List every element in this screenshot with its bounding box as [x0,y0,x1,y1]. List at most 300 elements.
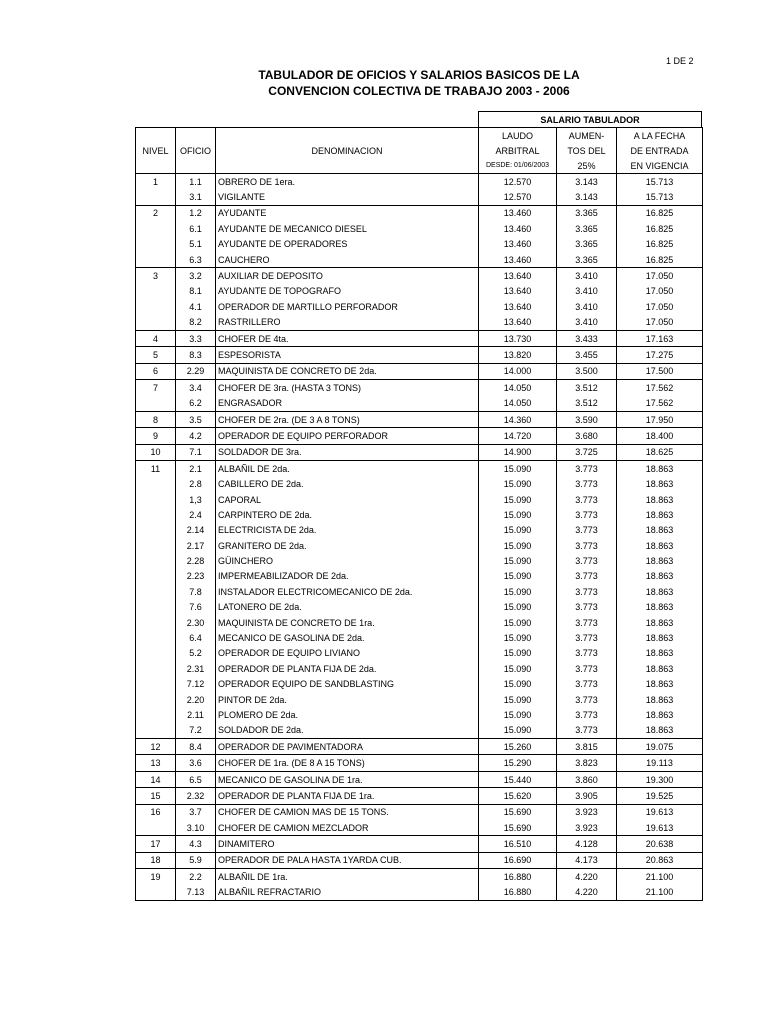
laudo-cell: 14.360 [479,411,557,427]
table-row [136,299,703,314]
laudo-cell: 15.690 [479,820,557,836]
vigencia-cell: 15.713 [617,174,703,190]
laudo-cell: 15.090 [479,615,557,630]
nivel-cell [136,661,176,676]
nivel-cell: 5 [136,347,176,363]
aumento-cell: 3.590 [557,411,617,427]
nivel-cell: 10 [136,444,176,460]
denominacion-cell: OPERADOR EQUIPO DE SANDBLASTING [216,677,479,692]
nivel-cell [136,692,176,707]
table-row [136,205,703,221]
aumento-cell: 3.455 [557,347,617,363]
table-row [136,569,703,584]
header-laudo-3: DESDE: 01/06/2003 [479,158,557,174]
nivel-cell: 6 [136,363,176,379]
laudo-cell: 15.090 [479,584,557,599]
nivel-cell: 14 [136,771,176,787]
aumento-cell: 3.773 [557,584,617,599]
denominacion-cell: CHOFER DE CAMION MEZCLADOR [216,820,479,836]
oficio-cell: 3.6 [176,755,216,771]
vigencia-cell: 19.075 [617,739,703,755]
aumento-cell: 3.512 [557,380,617,396]
aumento-cell: 3.773 [557,677,617,692]
oficio-cell: 6.1 [176,221,216,236]
aumento-cell: 4.220 [557,869,617,885]
vigencia-cell: 18.863 [617,646,703,661]
vigencia-cell: 17.500 [617,363,703,379]
vigencia-cell: 18.400 [617,428,703,444]
denominacion-cell: ALBAÑIL DE 1ra. [216,869,479,885]
laudo-cell: 15.090 [479,461,557,477]
oficio-cell: 8.1 [176,284,216,299]
nivel-cell: 3 [136,268,176,284]
nivel-cell [136,885,176,901]
laudo-cell: 15.090 [479,707,557,722]
nivel-cell [136,284,176,299]
oficio-cell: 1,3 [176,492,216,507]
oficio-cell: 2.11 [176,707,216,722]
table-row [136,315,703,331]
vigencia-cell: 17.050 [617,268,703,284]
laudo-cell: 15.090 [479,600,557,615]
aumento-cell: 3.500 [557,363,617,379]
laudo-cell: 15.090 [479,553,557,568]
header-aumento-3: 25% [557,158,617,174]
oficio-cell: 6.2 [176,395,216,411]
denominacion-cell: OPERADOR DE PAVIMENTADORA [216,739,479,755]
laudo-cell: 15.620 [479,788,557,804]
denominacion-cell: CHOFER DE 3ra. (HASTA 3 TONS) [216,380,479,396]
vigencia-cell: 21.100 [617,885,703,901]
aumento-cell: 3.773 [557,492,617,507]
salario-tabulador-header: SALARIO TABULADOR [478,111,702,128]
header-laudo-1: LAUDO [479,128,557,144]
denominacion-cell: AYUDANTE DE TOPOGRAFO [216,284,479,299]
laudo-cell: 14.900 [479,444,557,460]
denominacion-cell: AUXILIAR DE DEPOSITO [216,268,479,284]
header-oficio-bottom [176,158,216,174]
aumento-cell: 3.773 [557,646,617,661]
laudo-cell: 15.090 [479,677,557,692]
oficio-cell: 7.6 [176,600,216,615]
header-aumento-1: AUMEN- [557,128,617,144]
nivel-cell: 19 [136,869,176,885]
aumento-cell: 3.773 [557,523,617,538]
denominacion-cell: ESPESORISTA [216,347,479,363]
denominacion-cell: ALBAÑIL DE 2da. [216,461,479,477]
laudo-cell: 15.090 [479,538,557,553]
aumento-cell: 3.773 [557,707,617,722]
aumento-cell: 3.860 [557,771,617,787]
vigencia-cell: 18.863 [617,476,703,491]
vigencia-cell: 16.825 [617,205,703,221]
salary-table [135,127,703,901]
oficio-cell: 2.30 [176,615,216,630]
nivel-cell [136,553,176,568]
denominacion-cell: CHOFER DE CAMION MAS DE 15 TONS. [216,804,479,820]
header-denominacion: DENOMINACION [216,143,479,158]
vigencia-cell: 17.562 [617,395,703,411]
title-line-2: CONVENCION COLECTIVA DE TRABAJO 2003 - 2006 [268,84,570,98]
aumento-cell: 3.773 [557,661,617,676]
oficio-cell: 8.2 [176,315,216,331]
denominacion-cell: LATONERO DE 2da. [216,600,479,615]
oficio-cell: 5.2 [176,646,216,661]
oficio-cell: 2.28 [176,553,216,568]
vigencia-cell: 19.613 [617,820,703,836]
table-row [136,268,703,284]
denominacion-cell: CAUCHERO [216,252,479,268]
denominacion-cell: SOLDADOR DE 2da. [216,723,479,739]
table-row [136,885,703,901]
vigencia-cell: 16.825 [617,221,703,236]
denominacion-cell: OPERADOR DE EQUIPO PERFORADOR [216,428,479,444]
table-row [136,646,703,661]
table-row [136,411,703,427]
denominacion-cell: DINAMITERO [216,836,479,852]
oficio-cell: 1.2 [176,205,216,221]
nivel-cell [136,315,176,331]
table-row [136,380,703,396]
oficio-cell: 8.4 [176,739,216,755]
vigencia-cell: 18.863 [617,677,703,692]
header-aumento-2: TOS DEL [557,143,617,158]
oficio-cell: 7.13 [176,885,216,901]
denominacion-cell: OBRERO DE 1era. [216,174,479,190]
oficio-cell: 3.3 [176,330,216,346]
nivel-cell [136,569,176,584]
denominacion-cell: INSTALADOR ELECTRICOMECANICO DE 2da. [216,584,479,599]
table-row [136,507,703,522]
nivel-cell: 4 [136,330,176,346]
oficio-cell: 2.14 [176,523,216,538]
header-nivel-top [136,128,176,144]
nivel-cell [136,600,176,615]
laudo-cell: 14.720 [479,428,557,444]
aumento-cell: 3.143 [557,174,617,190]
oficio-cell: 6.4 [176,630,216,645]
denominacion-cell: AYUDANTE DE MECANICO DIESEL [216,221,479,236]
vigencia-cell: 18.625 [617,444,703,460]
denominacion-cell: SOLDADOR DE 3ra. [216,444,479,460]
denominacion-cell: RASTRILLERO [216,315,479,331]
aumento-cell: 3.365 [557,221,617,236]
aumento-cell: 3.410 [557,299,617,314]
denominacion-cell: ENGRASADOR [216,395,479,411]
laudo-cell: 12.570 [479,174,557,190]
nivel-cell [136,584,176,599]
table-row [136,523,703,538]
aumento-cell: 3.143 [557,189,617,205]
table-row [136,553,703,568]
oficio-cell: 5.1 [176,237,216,252]
table-row [136,630,703,645]
laudo-cell: 16.880 [479,869,557,885]
denominacion-cell: OPERADOR DE PLANTA FIJA DE 2da. [216,661,479,676]
vigencia-cell: 18.863 [617,600,703,615]
denominacion-cell: MECANICO DE GASOLINA DE 1ra. [216,771,479,787]
oficio-cell: 2.32 [176,788,216,804]
table-row [136,869,703,885]
oficio-cell: 2.29 [176,363,216,379]
oficio-cell: 2.17 [176,538,216,553]
denominacion-cell: VIGILANTE [216,189,479,205]
vigencia-cell: 18.863 [617,569,703,584]
aumento-cell: 3.365 [557,237,617,252]
table-row [136,836,703,852]
laudo-cell: 13.640 [479,268,557,284]
nivel-cell: 15 [136,788,176,804]
denominacion-cell: OPERADOR DE MARTILLO PERFORADOR [216,299,479,314]
vigencia-cell: 18.863 [617,507,703,522]
vigencia-cell: 18.863 [617,661,703,676]
table-row [136,600,703,615]
table-row [136,476,703,491]
denominacion-cell: AYUDANTE DE OPERADORES [216,237,479,252]
denominacion-cell: OPERADOR DE PALA HASTA 1YARDA CUB. [216,852,479,868]
table-row [136,252,703,268]
table-row [136,755,703,771]
laudo-cell: 15.690 [479,804,557,820]
table-row [136,692,703,707]
oficio-cell: 7.2 [176,723,216,739]
oficio-cell: 5.9 [176,852,216,868]
table-row [136,363,703,379]
oficio-cell: 2.2 [176,869,216,885]
aumento-cell: 3.773 [557,569,617,584]
nivel-cell [136,615,176,630]
nivel-cell: 1 [136,174,176,190]
oficio-cell: 3.10 [176,820,216,836]
page-number: 1 DE 2 [666,56,694,66]
table-row [136,461,703,477]
header-laudo-2: ARBITRAL [479,143,557,158]
nivel-cell [136,630,176,645]
vigencia-cell: 18.863 [617,692,703,707]
table-row [136,330,703,346]
oficio-cell: 1.1 [176,174,216,190]
title-line-1: TABULADOR DE OFICIOS Y SALARIOS BASICOS DE LA [258,68,580,82]
denominacion-cell: MAQUINISTA DE CONCRETO DE 2da. [216,363,479,379]
header-nivel-bottom [136,158,176,174]
laudo-cell: 15.090 [479,723,557,739]
header-fecha-3: EN VIGENCIA [617,158,703,174]
laudo-cell: 15.090 [479,646,557,661]
header-fecha-2: DE ENTRADA [617,143,703,158]
aumento-cell: 3.773 [557,615,617,630]
table-row [136,444,703,460]
vigencia-cell: 19.113 [617,755,703,771]
header-denominacion-bottom [216,158,479,174]
laudo-cell: 15.090 [479,692,557,707]
aumento-cell: 3.725 [557,444,617,460]
vigencia-cell: 15.713 [617,189,703,205]
nivel-cell: 13 [136,755,176,771]
nivel-cell: 9 [136,428,176,444]
aumento-cell: 3.905 [557,788,617,804]
laudo-cell: 13.640 [479,299,557,314]
table-row [136,189,703,205]
nivel-cell: 12 [136,739,176,755]
vigencia-cell: 18.863 [617,584,703,599]
aumento-cell: 3.773 [557,538,617,553]
nivel-cell [136,523,176,538]
vigencia-cell: 20.638 [617,836,703,852]
vigencia-cell: 17.275 [617,347,703,363]
nivel-cell [136,189,176,205]
aumento-cell: 3.410 [557,315,617,331]
laudo-cell: 13.640 [479,284,557,299]
oficio-cell: 3.4 [176,380,216,396]
nivel-cell: 16 [136,804,176,820]
denominacion-cell: CHOFER DE 1ra. (DE 8 A 15 TONS) [216,755,479,771]
nivel-cell [136,507,176,522]
laudo-cell: 13.640 [479,315,557,331]
oficio-cell: 3.2 [176,268,216,284]
denominacion-cell: CHOFER DE 2ra. (DE 3 A 8 TONS) [216,411,479,427]
laudo-cell: 16.880 [479,885,557,901]
denominacion-cell: AYUDANTE [216,205,479,221]
aumento-cell: 3.923 [557,820,617,836]
vigencia-cell: 18.863 [617,630,703,645]
laudo-cell: 15.090 [479,569,557,584]
aumento-cell: 3.773 [557,461,617,477]
vigencia-cell: 18.863 [617,523,703,538]
vigencia-cell: 19.300 [617,771,703,787]
vigencia-cell: 21.100 [617,869,703,885]
laudo-cell: 16.510 [479,836,557,852]
aumento-cell: 3.773 [557,600,617,615]
oficio-cell: 6.3 [176,252,216,268]
nivel-cell [136,492,176,507]
table-row [136,221,703,236]
laudo-cell: 14.050 [479,380,557,396]
denominacion-cell: GÜINCHERO [216,553,479,568]
aumento-cell: 3.773 [557,630,617,645]
nivel-cell: 11 [136,461,176,477]
oficio-cell: 2.20 [176,692,216,707]
table-row [136,237,703,252]
laudo-cell: 15.440 [479,771,557,787]
denominacion-cell: ELECTRICISTA DE 2da. [216,523,479,538]
table-row [136,347,703,363]
nivel-cell [136,538,176,553]
vigencia-cell: 17.950 [617,411,703,427]
table-row [136,395,703,411]
nivel-cell [136,237,176,252]
vigencia-cell: 18.863 [617,461,703,477]
oficio-cell: 2.8 [176,476,216,491]
table-row [136,707,703,722]
vigencia-cell: 16.825 [617,237,703,252]
denominacion-cell: ALBAÑIL REFRACTARIO [216,885,479,901]
table-row [136,174,703,190]
laudo-cell: 15.290 [479,755,557,771]
nivel-cell: 17 [136,836,176,852]
aumento-cell: 3.365 [557,205,617,221]
aumento-cell: 3.773 [557,692,617,707]
nivel-cell: 18 [136,852,176,868]
denominacion-cell: CHOFER DE 4ta. [216,330,479,346]
nivel-cell [136,646,176,661]
vigencia-cell: 18.863 [617,615,703,630]
aumento-cell: 3.923 [557,804,617,820]
nivel-cell [136,395,176,411]
aumento-cell: 3.773 [557,723,617,739]
aumento-cell: 3.433 [557,330,617,346]
oficio-cell: 3.7 [176,804,216,820]
aumento-cell: 3.365 [557,252,617,268]
laudo-cell: 15.090 [479,507,557,522]
vigencia-cell: 17.050 [617,284,703,299]
nivel-cell: 2 [136,205,176,221]
laudo-cell: 13.460 [479,237,557,252]
table-row [136,284,703,299]
nivel-cell: 7 [136,380,176,396]
vigencia-cell: 18.863 [617,538,703,553]
aumento-cell: 3.773 [557,507,617,522]
table-body [136,174,703,901]
laudo-cell: 13.730 [479,330,557,346]
header-oficio-top [176,128,216,144]
denominacion-cell: PINTOR DE 2da. [216,692,479,707]
oficio-cell: 7.8 [176,584,216,599]
laudo-cell: 13.460 [479,205,557,221]
nivel-cell [136,476,176,491]
oficio-cell: 2.4 [176,507,216,522]
denominacion-cell: OPERADOR DE EQUIPO LIVIANO [216,646,479,661]
vigencia-cell: 17.562 [617,380,703,396]
nivel-cell [136,677,176,692]
aumento-cell: 3.410 [557,284,617,299]
vigencia-cell: 20.863 [617,852,703,868]
table-row [136,677,703,692]
laudo-cell: 12.570 [479,189,557,205]
nivel-cell [136,252,176,268]
oficio-cell: 4.1 [176,299,216,314]
table-row [136,615,703,630]
nivel-cell [136,820,176,836]
aumento-cell: 3.773 [557,553,617,568]
denominacion-cell: GRANITERO DE 2da. [216,538,479,553]
oficio-cell: 3.1 [176,189,216,205]
aumento-cell: 3.823 [557,755,617,771]
laudo-cell: 13.820 [479,347,557,363]
table-row [136,820,703,836]
aumento-cell: 3.410 [557,268,617,284]
aumento-cell: 3.680 [557,428,617,444]
laudo-cell: 13.460 [479,252,557,268]
denominacion-cell: MECANICO DE GASOLINA DE 2da. [216,630,479,645]
vigencia-cell: 17.050 [617,315,703,331]
table-row [136,771,703,787]
oficio-cell: 2.1 [176,461,216,477]
vigencia-cell: 17.163 [617,330,703,346]
table-row [136,584,703,599]
table-header [136,128,703,174]
header-denominacion-top [216,128,479,144]
header-oficio: OFICIO [176,143,216,158]
table-row [136,739,703,755]
nivel-cell [136,707,176,722]
laudo-cell: 14.050 [479,395,557,411]
laudo-cell: 13.460 [479,221,557,236]
vigencia-cell: 16.825 [617,252,703,268]
aumento-cell: 3.773 [557,476,617,491]
denominacion-cell: PLOMERO DE 2da. [216,707,479,722]
table-row [136,661,703,676]
vigencia-cell: 19.525 [617,788,703,804]
